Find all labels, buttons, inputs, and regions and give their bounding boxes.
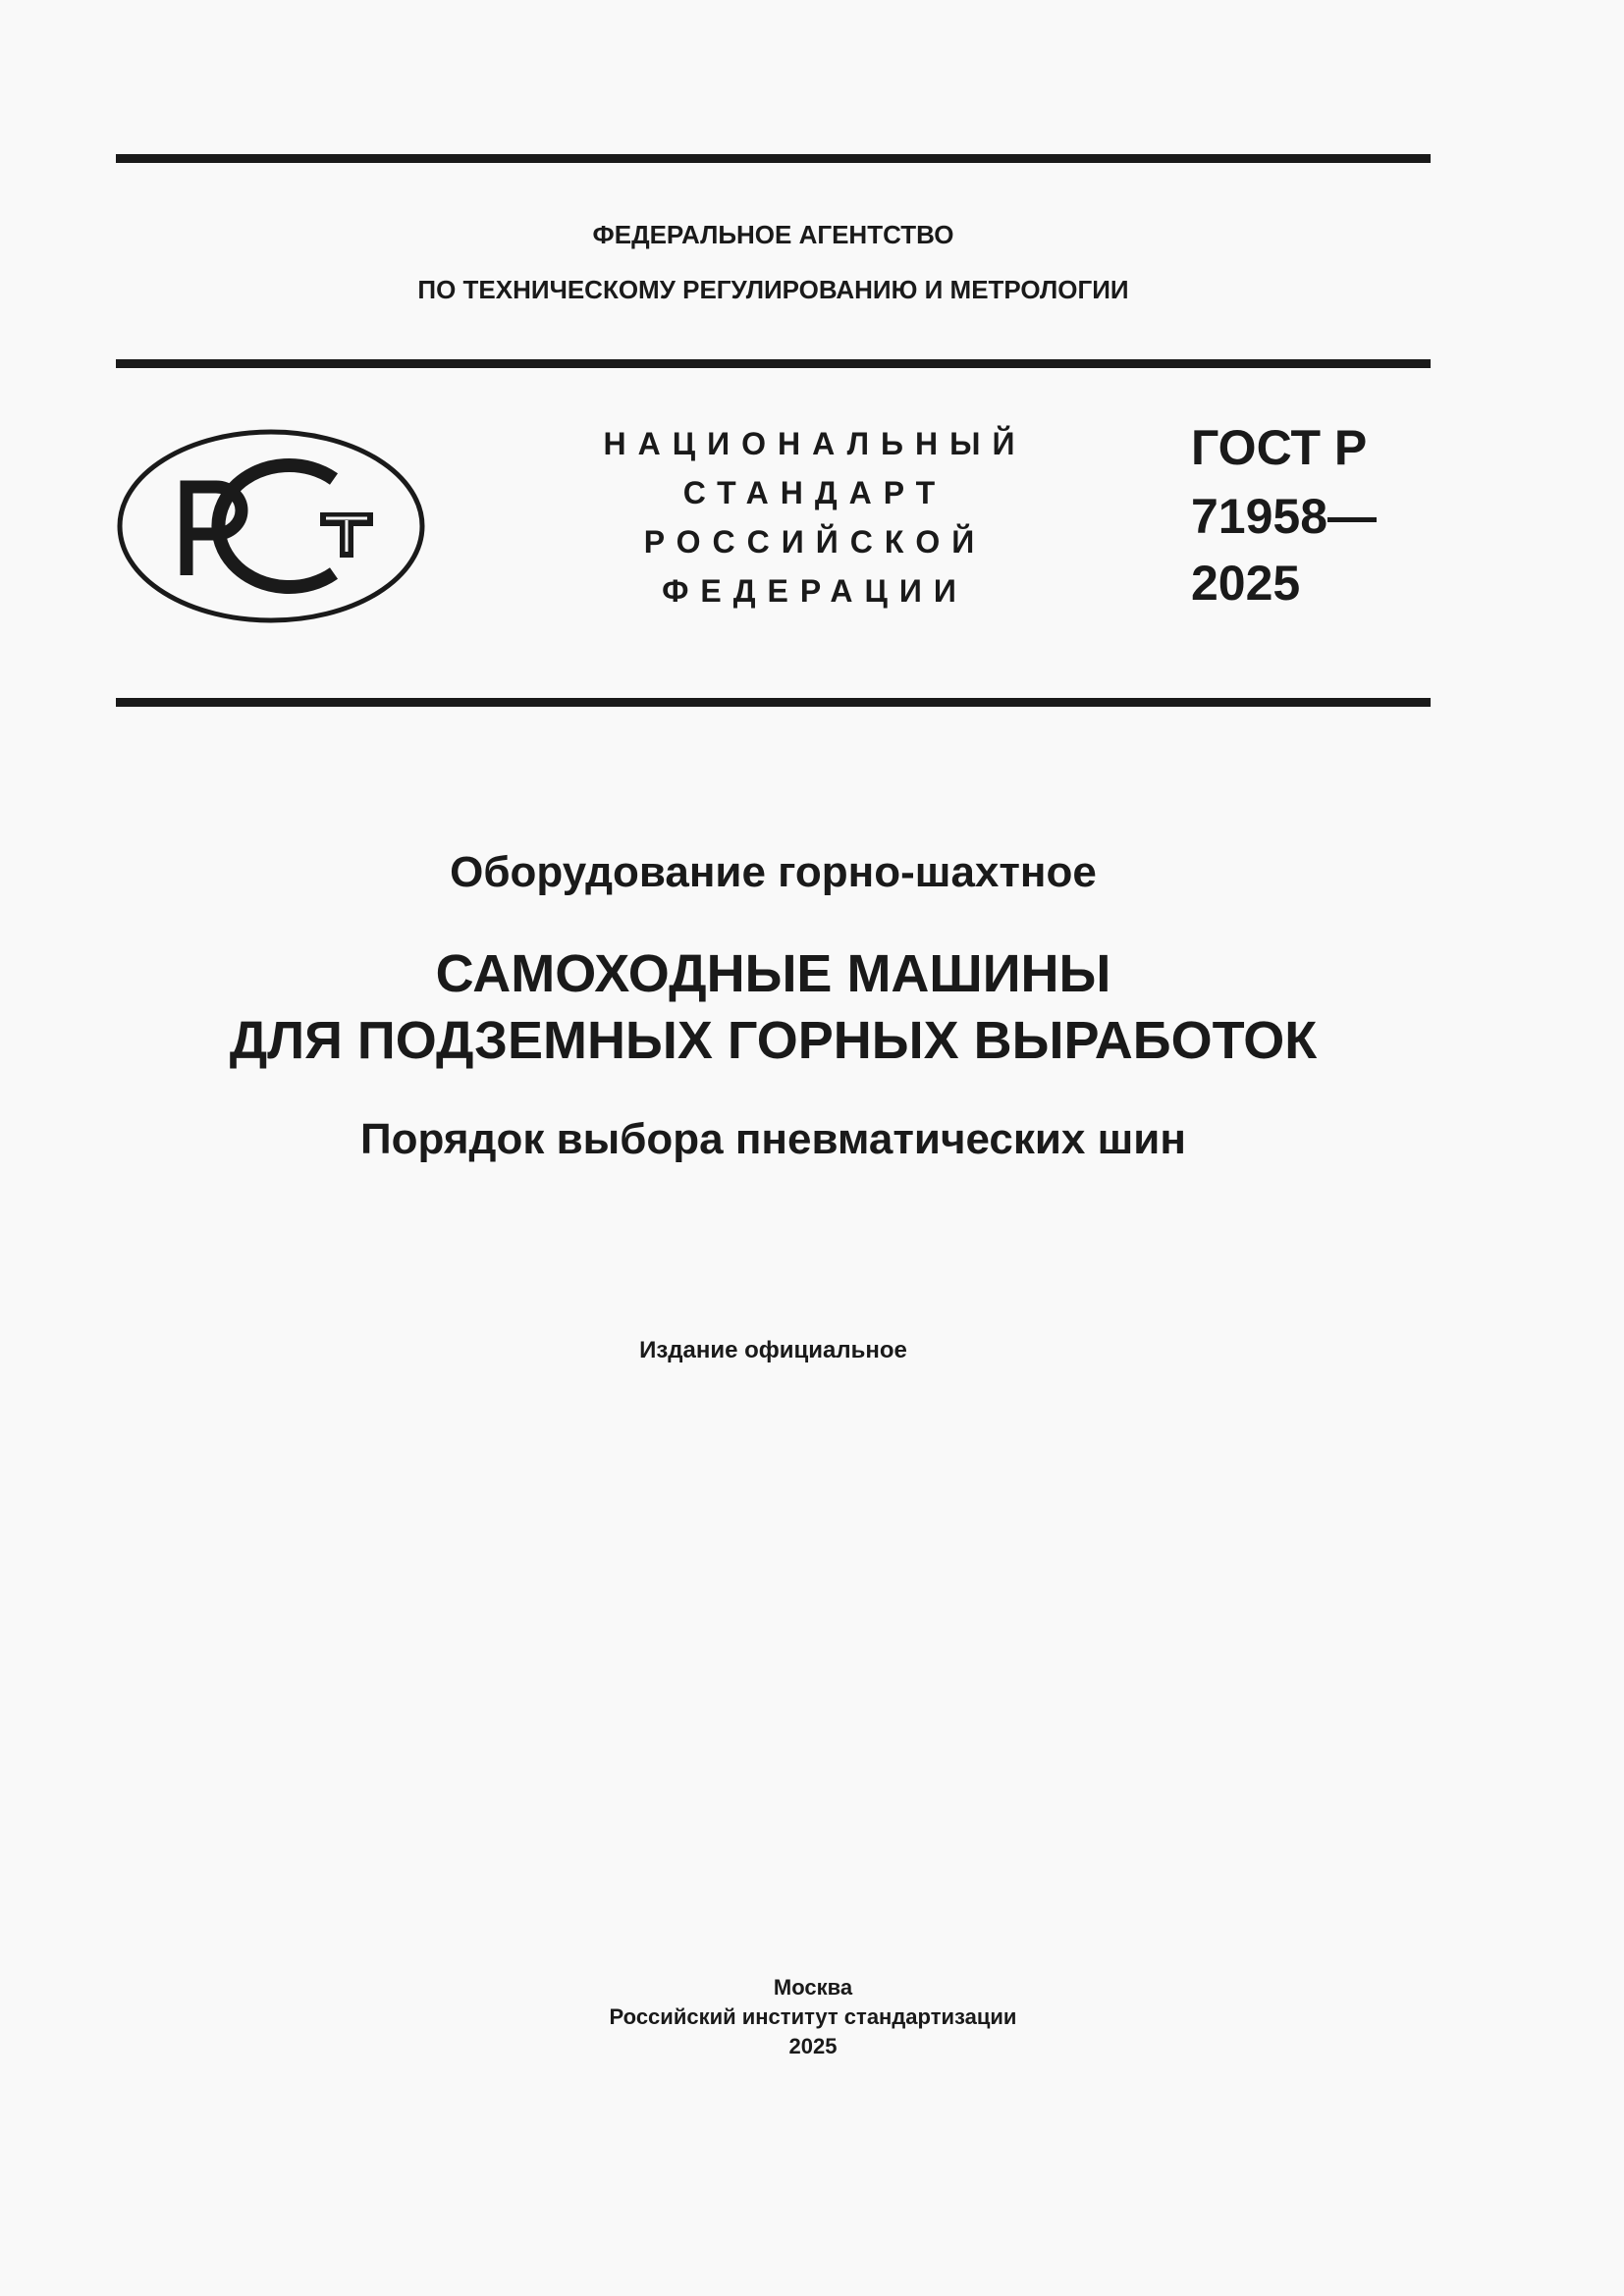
title-group: Оборудование горно-шахтное [450,848,1097,896]
publisher-year: 2025 [788,2034,838,2058]
agency-name-line-1: ФЕДЕРАЛЬНОЕ АГЕНТСТВО [592,220,954,249]
national-standard-line-4: ФЕДЕРАЦИИ [662,573,968,609]
national-standard-line-1: НАЦИОНАЛЬНЫЙ [603,426,1027,461]
header-rule [116,359,1431,368]
title-subtitle: Порядок выбора пневматических шин [360,1115,1186,1163]
agency-name-line-2: ПО ТЕХНИЧЕСКОМУ РЕГУЛИРОВАНИЮ И МЕТРОЛОГИИ [417,275,1129,304]
top-rule [116,154,1431,163]
national-standard-line-2: СТАНДАРТ [682,475,947,510]
publisher-institute: Российский институт стандартизации [609,2004,1017,2029]
rst-certification-mark-icon [116,428,426,624]
designation-line-2: 71958— [1191,489,1378,544]
national-standard-line-3: РОССИЙСКОЙ [643,524,987,560]
designation-line-1: ГОСТ Р [1191,420,1368,475]
edition-label: Издание официальное [639,1337,907,1363]
main-title-line-1: САМОХОДНЫЕ МАШИНЫ [435,944,1111,1003]
header-bottom-rule [116,698,1431,707]
publisher-city: Москва [773,1975,853,2000]
designation-line-3: 2025 [1191,556,1301,611]
main-title-line-2: ДЛЯ ПОДЗЕМНЫХ ГОРНЫХ ВЫРАБОТОК [229,1011,1318,1070]
